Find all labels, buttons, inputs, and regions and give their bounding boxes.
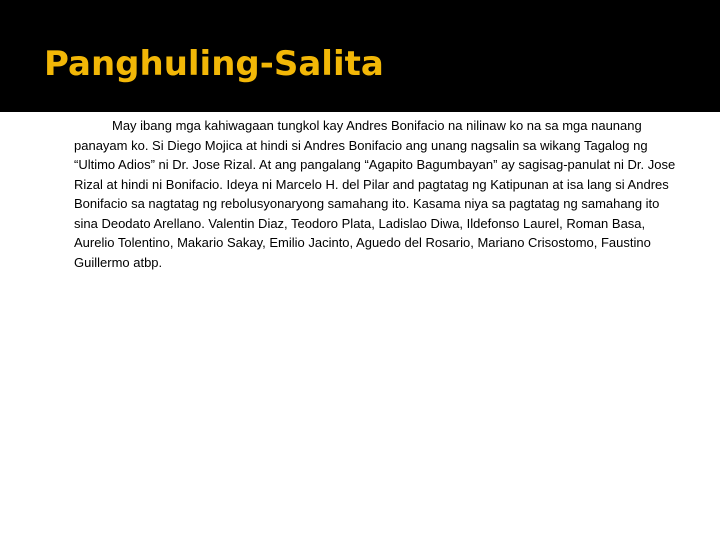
title-bar: [0, 0, 720, 112]
slide-title: Panghuling-Salita: [44, 44, 384, 84]
slide-body-paragraph: May ibang mga kahiwagaan tungkol kay Andres Bonifacio na nilinaw ko na sa mga naunang panayam ko. Si Diego Mojica at hindi si Andres Bonifacio ang unang nagsalin sa wikang Tagalog ng “Ultimo Adios” ni Dr. Jose Rizal. At ang pangalang “Agapito Bagumbayan” ay sagisag-panulat ni Dr. Jose Rizal at hindi ni Bonifacio. Ideya ni Marcelo H. del Pilar and pagtatag ng Katipunan at isa lang si Andres Bonifacio sa nagtatag ng rebolusyonaryong samahang ito. Kasama niya sa pagtatag ng samahang ito sina Deodato Arellano. Valentin Diaz, Teodoro Plata, Ladislao Diwa, Ildefonso Laurel, Roman Basa, Aurelio Tolentino, Makario Sakay, Emilio Jacinto, Aguedo del Rosario, Mariano Crisostomo, Faustino Guillermo atbp.: [74, 118, 676, 270]
